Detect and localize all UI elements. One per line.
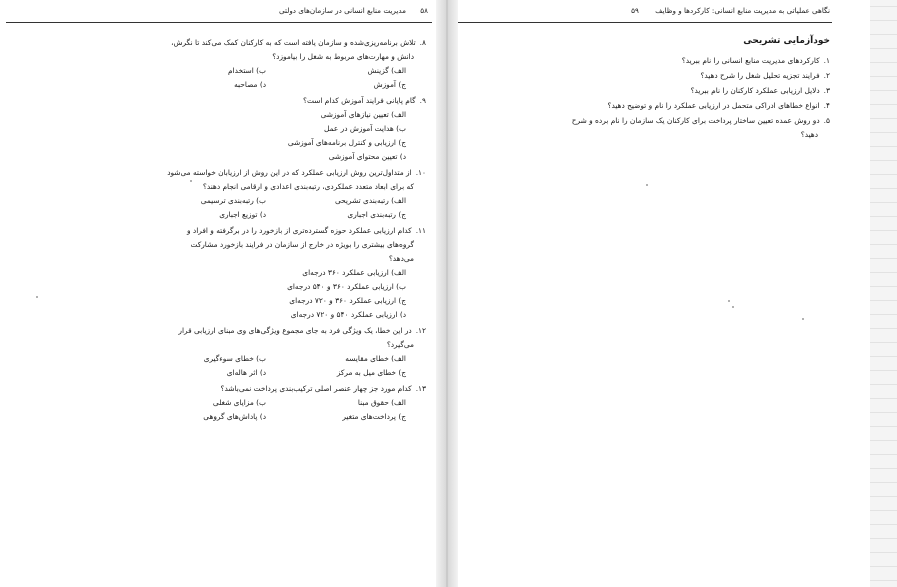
option: ج) آموزش (373, 80, 406, 89)
option: د) پاداش‌های گروهی (203, 412, 266, 421)
question-text: می‌دهد؟ (388, 254, 414, 263)
option: الف) ارزیابی عملکرد ۳۶۰ درجه‌ای (302, 268, 406, 277)
question-text: کدام ارزیابی عملکرد حوزه گسترده‌تری از بازخورد را در برگرفته و افراد و (187, 226, 412, 235)
right-header-rule (458, 22, 832, 23)
option: د) ارزیابی عملکرد ۵۴۰ و ۷۲۰ درجه‌ای (290, 310, 406, 319)
question-number: ۱. (823, 56, 830, 65)
question-number: ۴. (823, 101, 830, 110)
option: ب) هدایت آموزش در عمل (324, 124, 406, 133)
question-number: ۱۱. (415, 226, 426, 235)
question-number: ۵. (823, 116, 830, 125)
left-header-rule (6, 22, 432, 23)
question-text: در این خطا، یک ویژگی فرد به جای مجموع ویژگی‌های وی مبنای ارزیابی قرار (178, 326, 412, 335)
option: ب) مزایای شغلی (212, 398, 266, 407)
option: الف) حقوق مبنا (357, 398, 406, 407)
question-text: انواع خطاهای ادراکی متحمل در ارزیابی عملکرد را نام و توضیح دهید؟ (607, 101, 820, 110)
option: د) توزیع اجباری (219, 210, 266, 219)
option: ب) خطای سوء‌گیری (203, 354, 266, 363)
option: الف) خطای مقایسه (345, 354, 406, 363)
scan-speck (36, 296, 38, 298)
question-number: ۱۲. (415, 326, 426, 335)
left-page (0, 0, 436, 587)
option: ب) رتبه‌بندی ترسیمی (200, 196, 266, 205)
option: ج) خطای میل به مرکز (336, 368, 406, 377)
option: ج) ارزیابی عملکرد ۳۶۰ و ۷۲۰ درجه‌ای (289, 296, 406, 305)
right-page-number: ۵۹ (631, 6, 639, 15)
question-text: کدام مورد جز چهار عنصر اصلی ترکیب‌بندی پرداخت نمی‌باشد؟ (220, 384, 412, 393)
option: ج) پرداخت‌های متغیر (342, 412, 406, 421)
question-number: ۸. (419, 38, 426, 47)
scan-speck (728, 300, 730, 302)
essay-question-1 (682, 54, 830, 67)
left-page-header-title: مدیریت منابع انسانی در سازمان‌های دولتی (278, 6, 406, 15)
question-number: ۹. (419, 96, 426, 105)
option: د) مصاحبه (234, 80, 266, 89)
question-text: تلاش برنامه‌ریزی‌شده و سازمان یافته است که به کارکنان کمک می‌کند تا نگرش، (171, 38, 416, 47)
question-number: ۱۰. (415, 168, 426, 177)
scan-speck (190, 180, 192, 182)
left-page-number: ۵۸ (420, 6, 428, 15)
section-title: خودآزمایی تشریحی (743, 36, 830, 46)
option: ب) ارزیابی عملکرد ۳۶۰ و ۵۴۰ درجه‌ای (287, 282, 406, 291)
question-text: دهید؟ (800, 130, 818, 139)
option: ج) ارزیابی و کنترل برنامه‌های آموزشی (287, 138, 406, 147)
question-text: دو روش عمده تعیین ساختار پرداخت برای کارکنان یک سازمان را نام برده و شرح (571, 116, 820, 125)
right-page (458, 0, 870, 587)
option: الف) رتبه‌بندی تشریحی (334, 196, 406, 205)
essay-question-3 (691, 84, 830, 97)
question-13 (221, 382, 426, 396)
option: الف) تعیین نیازهای آموزشی (320, 110, 406, 119)
question-9 (303, 94, 426, 108)
question-11 (187, 224, 426, 238)
scan-speck (802, 318, 804, 320)
option: ج) رتبه‌بندی اجباری (347, 210, 406, 219)
question-number: ۳. (823, 86, 830, 95)
question-text: که برای ابعاد متعدد عملکردی، رتبه‌بندی اعدادی و ارقامی انجام دهند؟ (202, 182, 414, 191)
question-text: از متداول‌ترین روش ارزیابی عملکرد که در این روش از ارزیابان خواسته می‌شود (167, 168, 412, 177)
left-page-header (279, 6, 428, 15)
essay-question-4 (608, 99, 830, 112)
option: د) اثر هاله‌ای (226, 368, 266, 377)
essay-question-5 (572, 114, 830, 127)
option: د) تعیین محتوای آموزشی (328, 152, 406, 161)
option: ب) استخدام (228, 66, 266, 75)
question-text: می‌گیرد؟ (386, 340, 414, 349)
scan-speck (732, 306, 734, 308)
right-page-header (631, 6, 830, 15)
question-number: ۲. (823, 71, 830, 80)
option: الف) گزینش (367, 66, 406, 75)
right-page-header-title: نگاهی عملیاتی به مدیریت منابع انسانی: کارکردها و وظایف (655, 6, 830, 15)
page-edge-stack (870, 0, 897, 587)
question-text: گروه‌های بیشتری را بویژه در خارج از سازمان در فرایند بازخورد مشارکت (190, 240, 414, 249)
question-10 (167, 166, 426, 180)
scan-speck (646, 184, 648, 186)
question-text: دلایل ارزیابی عملکرد کارکنان را نام ببرید؟ (690, 86, 820, 95)
question-text: فرایند تجزیه تحلیل شغل را شرح دهید؟ (700, 71, 820, 80)
essay-question-2 (700, 69, 830, 82)
question-8 (171, 36, 426, 50)
question-12 (178, 324, 426, 338)
question-text: گام پایانی فرایند آموزش کدام است؟ (303, 96, 416, 105)
question-text: کارکردهای مدیریت منابع انسانی را نام ببرید؟ (681, 56, 820, 65)
question-number: ۱۳. (415, 384, 426, 393)
book-gutter (436, 0, 458, 587)
question-text: دانش و مهارت‌های مربوط به شغل را بیاموزد؟ (272, 52, 414, 61)
